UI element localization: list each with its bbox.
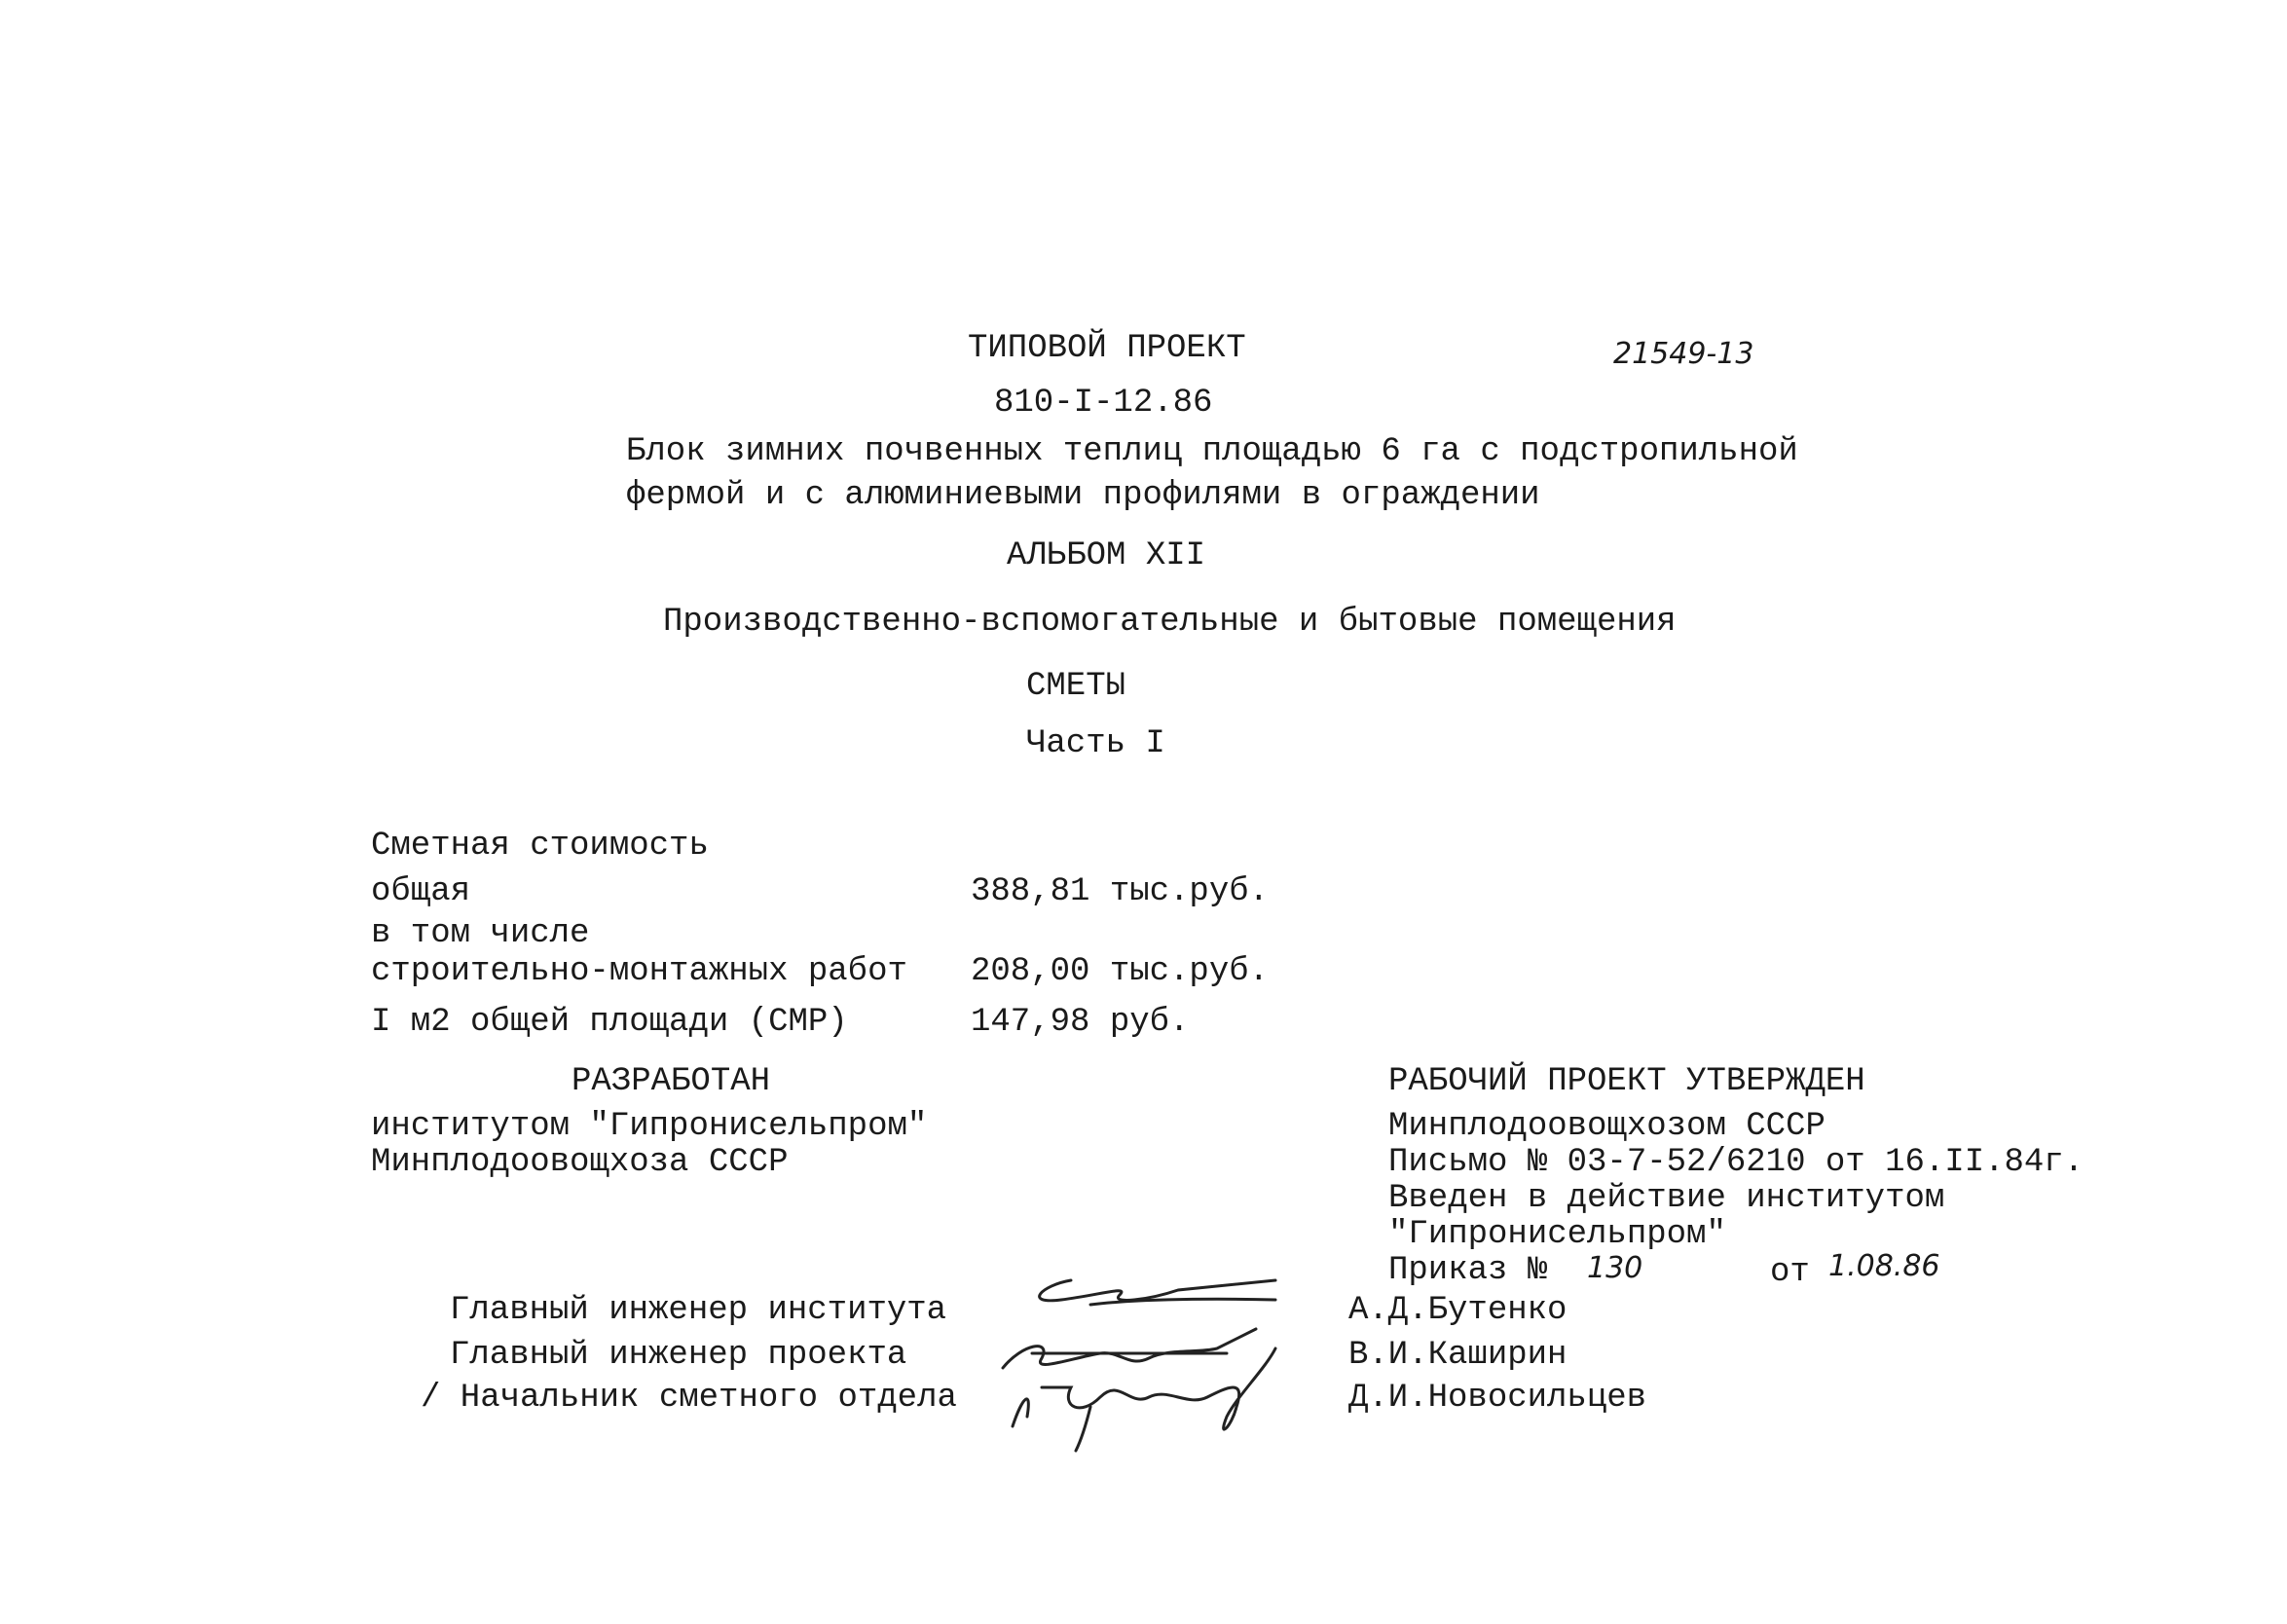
- approved-line: Минплодоовощхозом СССР: [1388, 1108, 1826, 1145]
- approved-line: "Гипронисельпром": [1388, 1216, 1726, 1253]
- album-subject: Производственно-вспомогательные и бытовые помещения: [663, 604, 1677, 641]
- signatory-name: Д.И.Новосильцев: [1348, 1380, 1647, 1417]
- signatory-position: Главный инженер проекта: [450, 1337, 907, 1374]
- cost-label: I м2 общей площади (СМР): [371, 1004, 848, 1041]
- cost-heading: Сметная стоимость: [371, 828, 709, 865]
- approved-heading: РАБОЧИЙ ПРОЕКТ УТВЕРЖДЕН: [1388, 1063, 1865, 1100]
- cost-label: строительно-монтажных работ: [371, 953, 907, 990]
- order-date: 1.08.86: [1828, 1249, 1940, 1283]
- document-title: ТИПОВОЙ ПРОЕКТ: [968, 330, 1246, 367]
- developed-line: институтом "Гипронисельпром": [371, 1108, 928, 1145]
- signatory-name: В.И.Каширин: [1348, 1337, 1568, 1374]
- approved-line: Письмо № 03-7-52/6210 от 16.II.84г.: [1388, 1144, 2084, 1181]
- signatory-position: Главный инженер института: [450, 1292, 947, 1329]
- approved-line: Введен в действие институтом: [1388, 1180, 1945, 1217]
- handwritten-signatures: [983, 1261, 1305, 1456]
- part-title: Часть I: [1026, 725, 1165, 762]
- cost-label: в том числе: [371, 915, 590, 952]
- order-label: Приказ №: [1388, 1252, 1548, 1289]
- inventory-number: 21549-13: [1613, 337, 1754, 371]
- order-date-label: от: [1770, 1254, 1810, 1291]
- order-number: 130: [1587, 1251, 1643, 1285]
- cost-label: общая: [371, 873, 471, 910]
- cost-value: 147,98 руб.: [971, 1004, 1190, 1041]
- cost-value: 208,00 тыс.руб.: [971, 953, 1270, 990]
- signatory-name: А.Д.Бутенко: [1348, 1292, 1568, 1329]
- description-line-2: фермой и с алюминиевыми профилями в ограждении: [626, 477, 1540, 514]
- project-code: 810-I-12.86: [994, 385, 1213, 422]
- developed-line: Минплодоовощхоза СССР: [371, 1144, 789, 1181]
- album-title: АЛЬБОМ XII: [1007, 537, 1206, 574]
- description-line-1: Блок зимних почвенных теплиц площадью 6 га с подстропильной: [626, 433, 1798, 470]
- developed-heading: РАЗРАБОТАН: [572, 1063, 771, 1100]
- signatory-position: / Начальник сметного отдела: [421, 1380, 957, 1417]
- section-title: СМЕТЫ: [1026, 668, 1126, 705]
- cost-value: 388,81 тыс.руб.: [971, 873, 1270, 910]
